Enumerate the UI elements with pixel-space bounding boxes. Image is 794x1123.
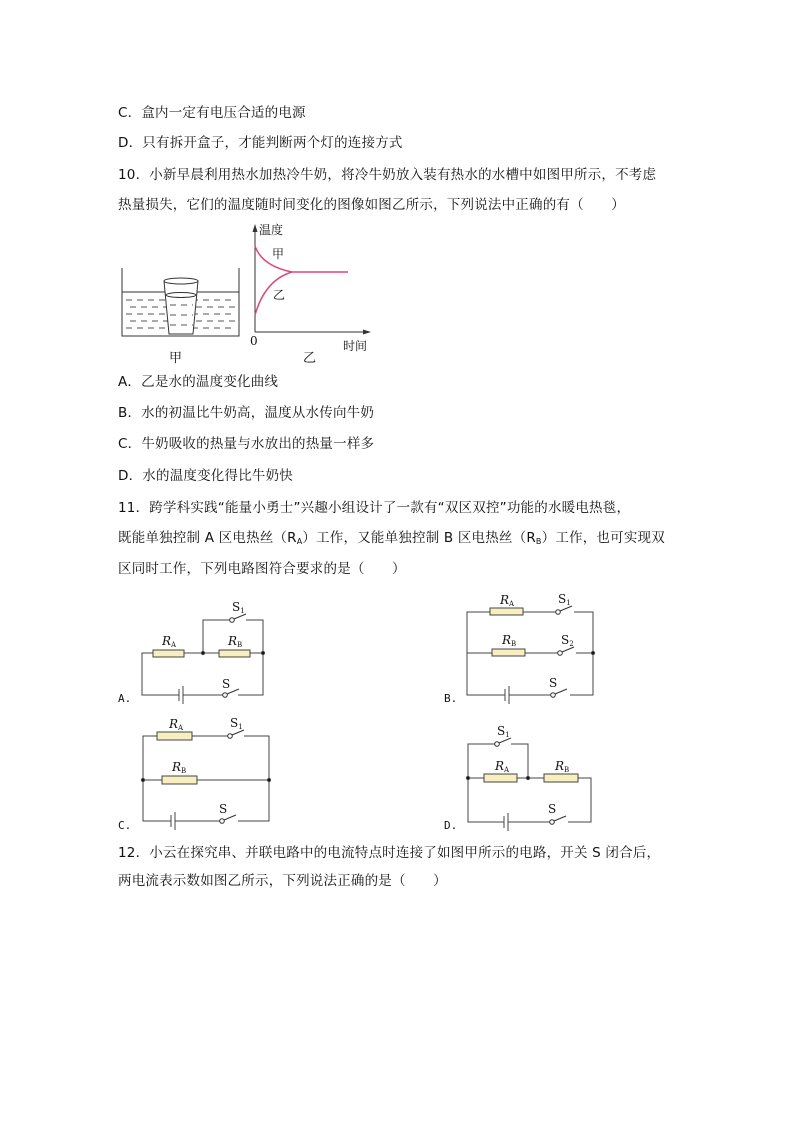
svg-text:RB: RB [228,634,243,649]
svg-text:RB: RB [555,759,570,774]
figure-jia-caption: 甲 [169,351,183,366]
y-axis-label: 温度 [259,223,284,237]
circuit-a [142,614,265,704]
svg-text:RA: RA [500,593,515,608]
svg-text:S1: S1 [232,600,245,615]
option-c-label: C. [118,819,132,832]
q11-sub: A [296,537,303,546]
svg-text:RA: RA [169,717,184,732]
origin-label: 0 [250,334,258,348]
figure-yi-caption: 乙 [303,351,317,366]
q12-stem-line2: 两电流表示数如图乙所示，下列说法正确的是（ ） [118,873,447,889]
svg-text:S: S [222,677,231,691]
q10-option-a: A．乙是水的温度变化曲线 [118,374,279,390]
circuit-b [467,606,595,704]
svg-text:S: S [549,676,558,690]
q10-option-c: C．牛奶吸收的热量与水放出的热量一样多 [118,436,375,452]
svg-text:S1: S1 [497,724,510,739]
q10-option-b: B．水的初温比牛奶高，温度从水传向牛奶 [118,405,375,421]
q11-text: 既能单独控制 A 区电热丝（R [118,530,297,546]
temperature-graph [253,224,372,335]
q10-stem-line2: 热量损失，它们的温度随时间变化的图像如图乙所示，下列说法中正确的有（ ） [118,197,625,213]
option-a-label: A. [118,692,132,705]
q10-option-d: D．水的温度变化得比牛奶快 [118,468,293,484]
svg-text:S1: S1 [558,592,571,607]
q10-stem-line1: 10．小新早晨利用热水加热冷牛奶，将冷牛奶放入装有热水的水槽中如图甲所示，不考虑 [118,167,657,183]
circuit-d [466,738,591,831]
q11-text: ）工作，也可实现双 [541,530,665,546]
curve-jia-label: 甲 [272,247,285,261]
svg-text:RB: RB [172,760,187,775]
q12-stem-line1: 12．小云在探究串、并联电路中的电流特点时连接了如图甲所示的电路，开关 S 闭合后， [118,845,661,861]
curve-yi-label: 乙 [273,288,286,302]
q11-text: ）工作，又能单独控制 B 区电热丝（R [302,530,536,546]
curve-jia [255,246,348,272]
svg-text:S: S [219,802,228,816]
svg-text:RA: RA [162,634,177,649]
x-axis-label: 时间 [343,339,368,353]
q9-option-c: C．盒内一定有电压合适的电源 [118,105,306,121]
q9-option-d: D．只有拆开盒子，才能判断两个灯的连接方式 [118,135,403,151]
q11-stem-line2 [118,529,665,551]
svg-text:S1: S1 [230,716,243,731]
svg-text:RA: RA [495,759,510,774]
svg-text:S: S [548,802,557,816]
option-b-label: B. [444,692,458,705]
q11-sub: B [535,537,542,546]
svg-text:RB: RB [502,633,517,648]
option-d-label: D. [444,819,458,832]
q11-stem-line1: 11．跨学科实践“能量小勇士”兴趣小组设计了一款有“双区双控”功能的水暖电热毯， [118,500,631,516]
water-tank-figure [122,268,239,336]
q11-stem-line3: 区同时工作，下列电路图符合要求的是（ ） [118,561,406,577]
svg-text:S2: S2 [561,633,574,648]
circuit-c [141,730,270,830]
